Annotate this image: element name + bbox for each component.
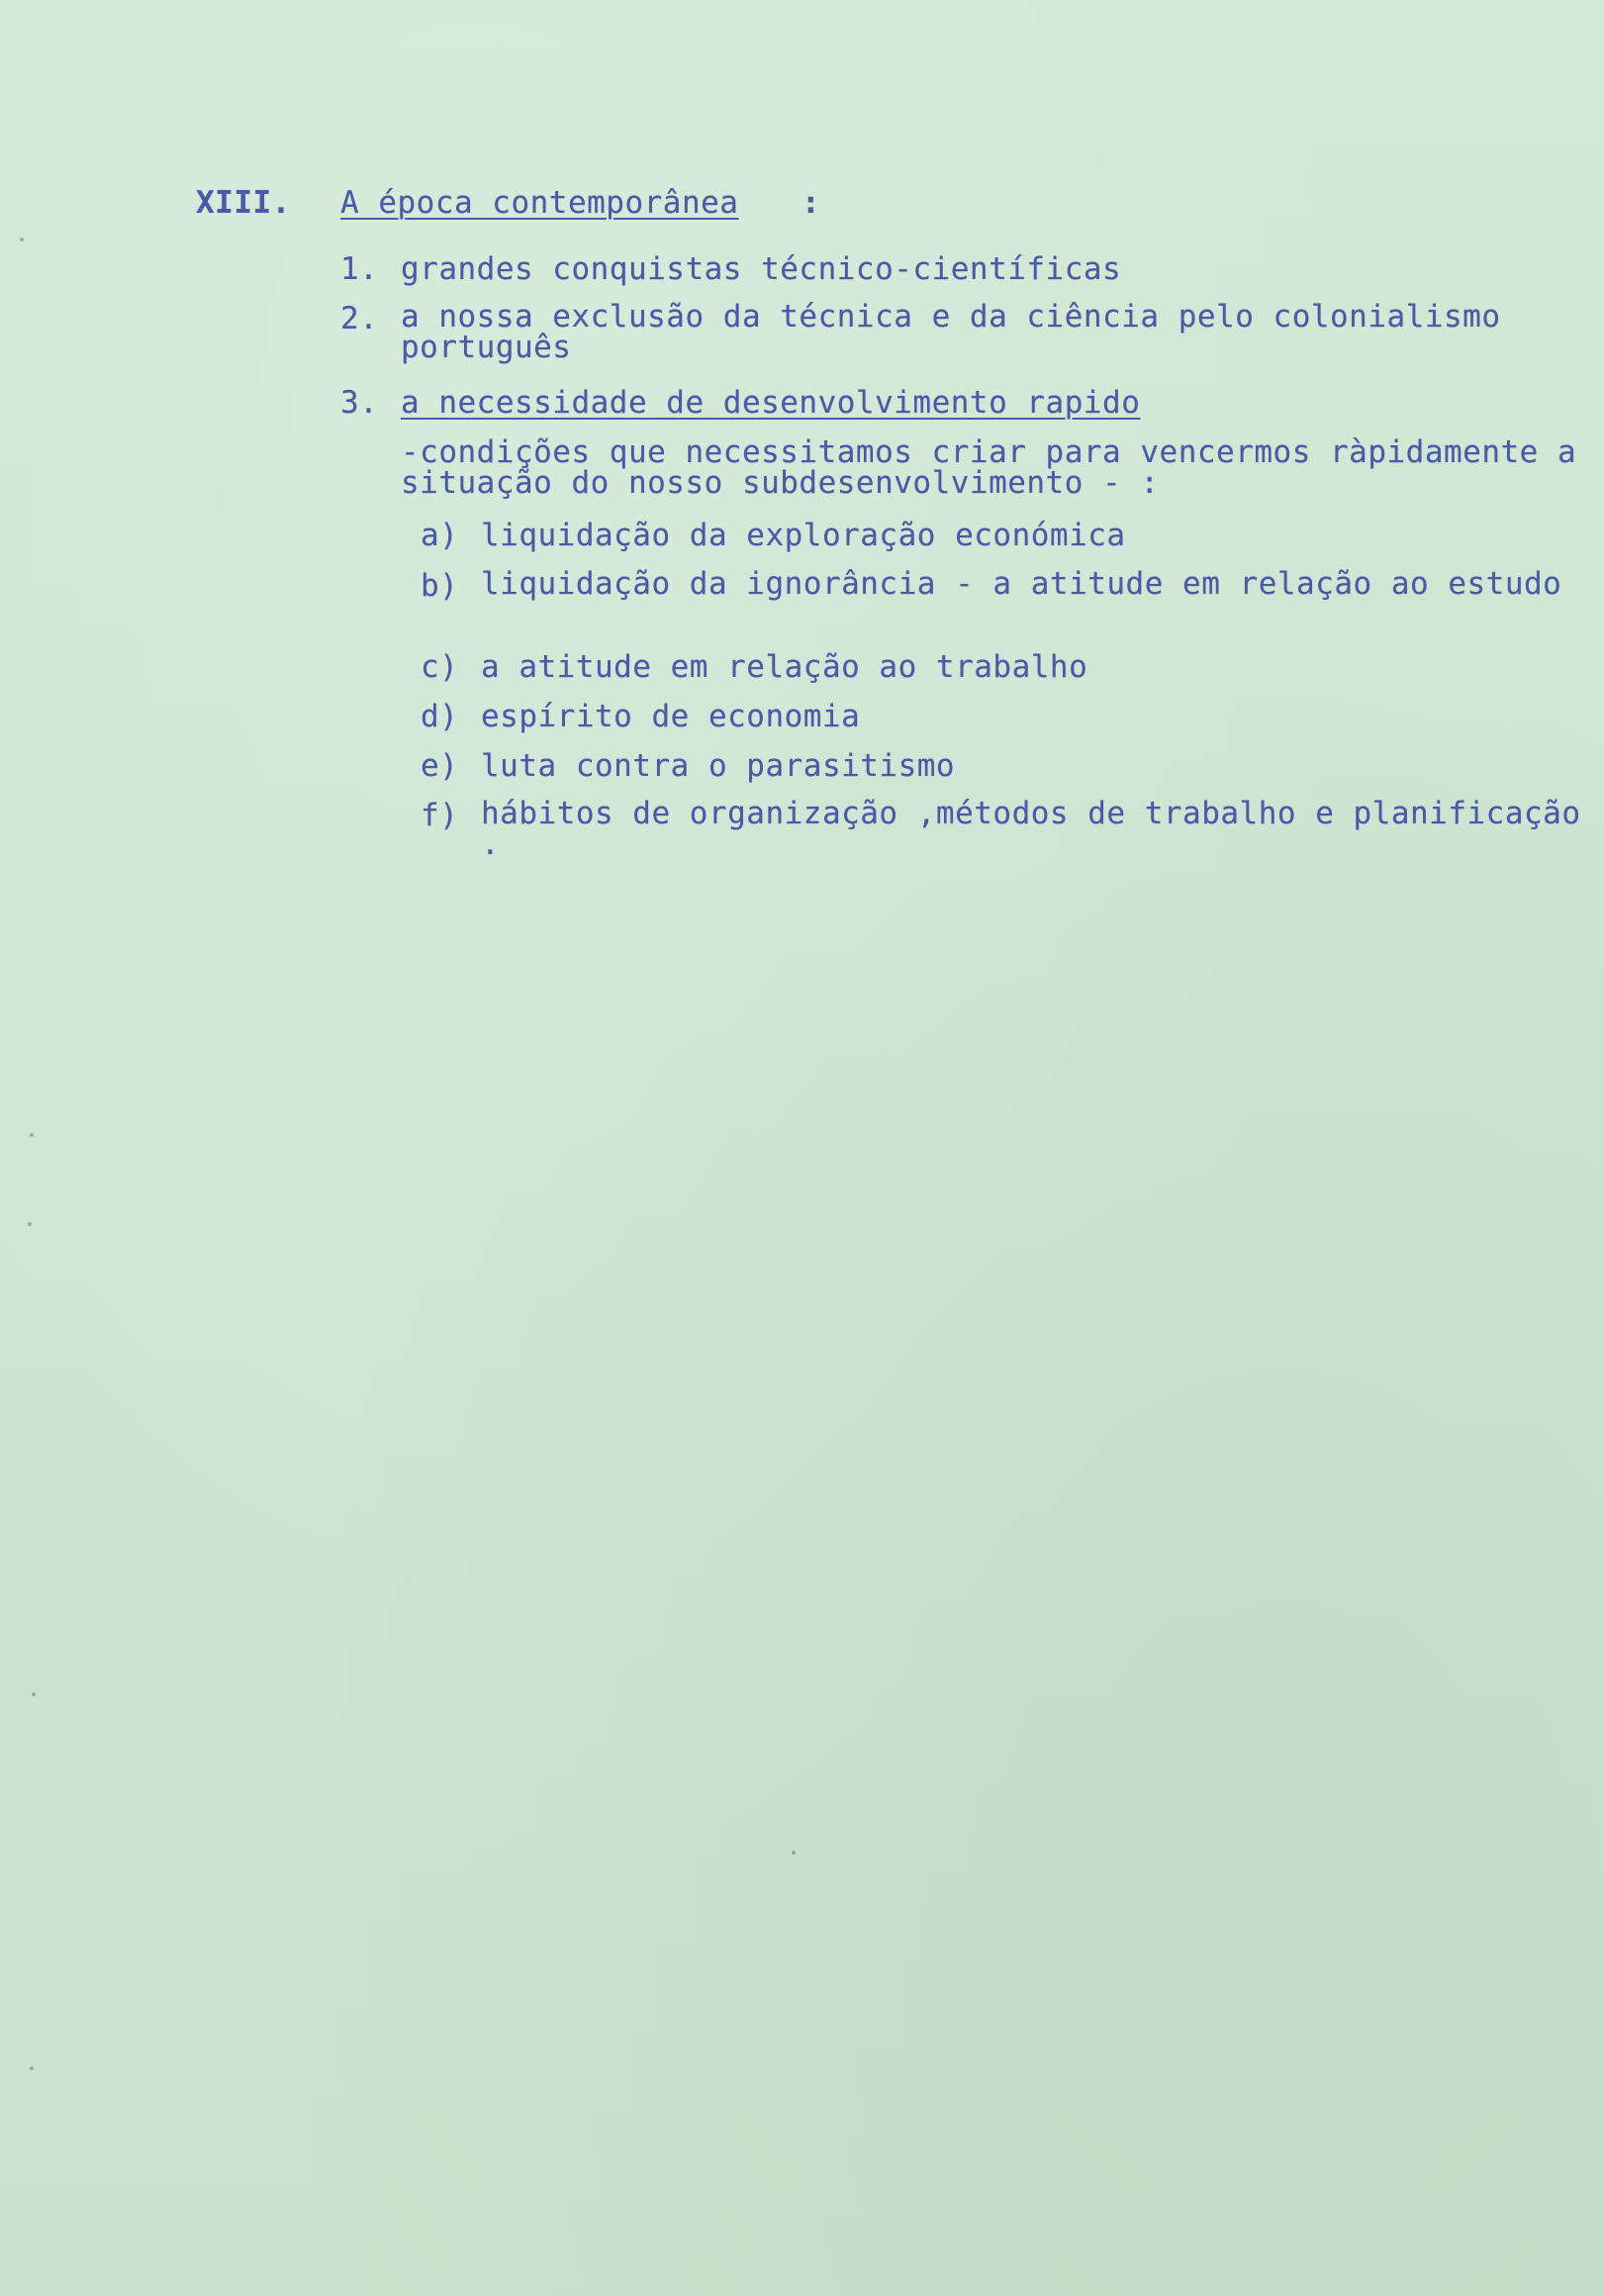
item-2-text: a nossa exclusão da técnica e da ciência pelo colonialismo português — [401, 299, 1501, 365]
item-1-text: grandes conquistas técnico-científicas — [401, 251, 1122, 287]
sub-item-c-marker: c) — [421, 649, 459, 685]
paper-speck — [30, 1133, 34, 1137]
paper-speck — [32, 1692, 36, 1696]
paper-speck — [20, 238, 24, 241]
sub-item-f-text: hábitos de organização ,métodos de trabalho e planificação . — [481, 796, 1581, 862]
paper-speck — [792, 1851, 796, 1855]
sub-item-e-marker: e) — [421, 748, 459, 784]
item-3-marker: 3. — [340, 385, 379, 421]
sub-item-c-text: a atitude em relação ao trabalho — [481, 649, 1088, 685]
sub-item-b-text: liquidação da ignorância - a atitude em relação ao estudo — [481, 566, 1562, 602]
sub-item-d-text: espírito de economia — [481, 699, 861, 734]
paper-speck — [30, 2066, 34, 2070]
sub-item-a-text: liquidação da exploração económica — [481, 518, 1126, 553]
item-1-marker: 1. — [340, 251, 379, 287]
sub-item-b-marker: b) — [421, 568, 459, 604]
sub-item-d-marker: d) — [421, 699, 459, 734]
section-title-colon: : — [802, 185, 821, 221]
conditions-intro: -condições que necessitamos criar para vencermos ràpidamente a situação do nosso subdesenvolvimento - : — [401, 434, 1577, 501]
sub-item-f-marker: f) — [421, 798, 459, 833]
paper-speck — [28, 1222, 32, 1226]
sub-item-e-text: luta contra o parasitismo — [481, 748, 956, 784]
section-title: A época contemporânea — [340, 185, 739, 221]
section-numeral: XIII. — [196, 185, 291, 221]
item-2-marker: 2. — [340, 301, 379, 336]
sub-item-a-marker: a) — [421, 518, 459, 553]
item-3-text: a necessidade de desenvolvimento rapido — [401, 385, 1141, 421]
